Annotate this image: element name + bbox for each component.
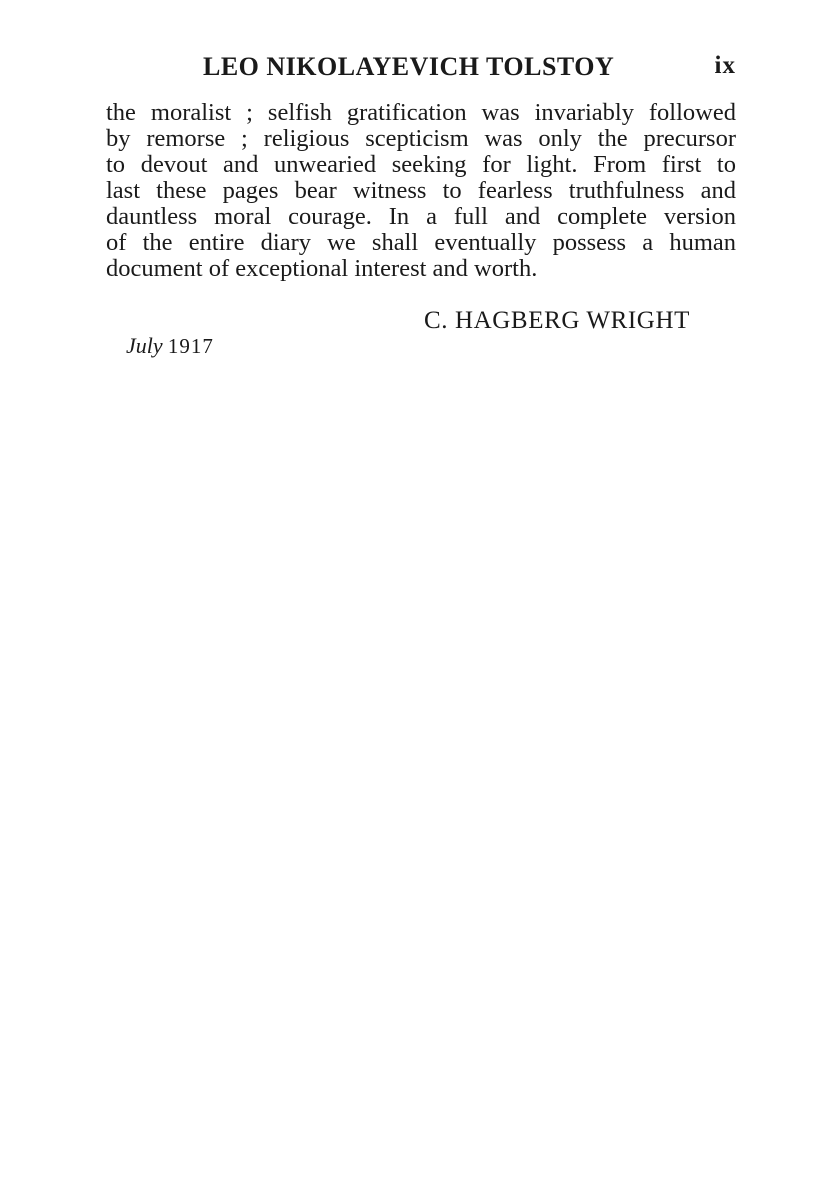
body-line: document of exceptional interest and worth. [106, 255, 538, 282]
body-line: by remorse ; religious scepticism was only the precursor [106, 125, 736, 152]
body-line: the moralist ; selfish gratification was invariably followed [106, 99, 736, 126]
author-signature: C. HAGBERG WRIGHT [424, 307, 690, 334]
body-line: to devout and unwearied seeking for light. From first to [106, 151, 736, 178]
dateline [126, 333, 214, 359]
dateline-month: July [126, 333, 163, 358]
body-line: of the entire diary we shall eventually possess a human [106, 229, 736, 256]
body-paragraph [106, 100, 736, 282]
page-number: ix [714, 52, 736, 79]
body-line: last these pages bear witness to fearless truthfulness and [106, 177, 736, 204]
body-line: dauntless moral courage. In a full and complete version [106, 203, 736, 230]
dateline-year: 1917 [167, 334, 214, 358]
running-head [106, 52, 736, 88]
running-title: LEO NIKOLAYEVICH TOLSTOY [203, 52, 615, 81]
